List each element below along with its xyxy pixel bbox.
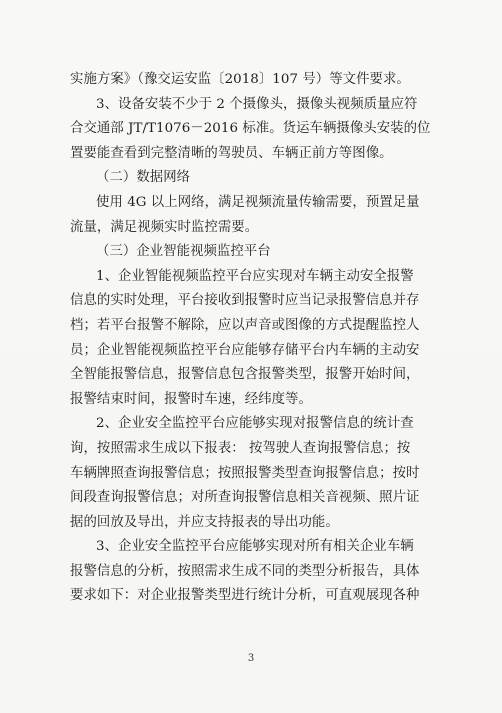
para-item-3-analysis xyxy=(70,535,438,609)
text-line: 报警结束时间，报警时车速，经纬度等。 xyxy=(70,391,312,407)
text-line: （三）企业智能视频监控平台 xyxy=(96,244,271,260)
text-line: （二）数据网络 xyxy=(96,170,191,186)
heading-enterprise-platform xyxy=(70,240,438,265)
text-line: 间段查询报警信息；对所查询报警信息相关音视频、照片证 xyxy=(70,490,420,506)
text-line: 2、企业安全监控平台应能够实现对报警信息的统计查 xyxy=(96,416,414,432)
text-line: 使用 4G 以上网络，满足视频流量传输需要，预置足量 xyxy=(96,194,420,210)
heading-data-network xyxy=(70,166,438,191)
para-item-1-alarm-processing xyxy=(70,265,438,413)
para-continued-policy-ref xyxy=(70,68,438,93)
para-item-2-statistics xyxy=(70,412,438,535)
para-item-3-cameras xyxy=(70,93,438,167)
text-line: 据的回放及导出，并应支持报表的导出功能。 xyxy=(70,514,339,530)
page-number: 3 xyxy=(247,653,255,664)
text-line: 流量，满足视频实时监控需要。 xyxy=(70,219,259,235)
text-line: 员；企业智能视频监控平台应能够存储平台内车辆的主动安 xyxy=(70,342,420,358)
text-line: 全智能报警信息，报警信息包含报警类型，报警开始时间， xyxy=(70,367,420,383)
text-line: 合交通部 JT/T1076－2016 标准。货运车辆摄像头安装的位 xyxy=(70,121,431,137)
para-4g-network xyxy=(70,191,438,240)
text-line: 报警信息的分析，按照需求生成不同的类型分析报告，具体 xyxy=(70,563,420,579)
text-line: 3、企业安全监控平台应能够实现对所有相关企业车辆 xyxy=(96,539,414,555)
text-line: 置要能查看到完整清晰的驾驶员、车辆正前方等图像。 xyxy=(70,145,393,161)
text-line: 信息的实时处理，平台接收到报警时应当记录报警信息并存 xyxy=(70,293,420,309)
text-line: 3、设备安装不少于 2 个摄像头，摄像头视频质量应符 xyxy=(96,96,418,112)
text-line: 档；若平台报警不解除，应以声音或图像的方式提醒监控人 xyxy=(70,317,420,333)
text-line: 实施方案》（豫交运安监〔2018〕107 号）等文件要求。 xyxy=(70,72,410,87)
text-line: 1、企业智能视频监控平台应实现对车辆主动安全报警 xyxy=(96,268,414,284)
document-body xyxy=(70,68,438,609)
text-line: 询，按照需求生成以下报表： 按驾驶人查询报警信息；按 xyxy=(70,440,411,456)
text-line: 要求如下：对企业报警类型进行统计分析，可直观展现各种 xyxy=(70,588,420,604)
text-line: 车辆牌照查询报警信息；按照报警类型查询报警信息；按时 xyxy=(70,465,420,481)
